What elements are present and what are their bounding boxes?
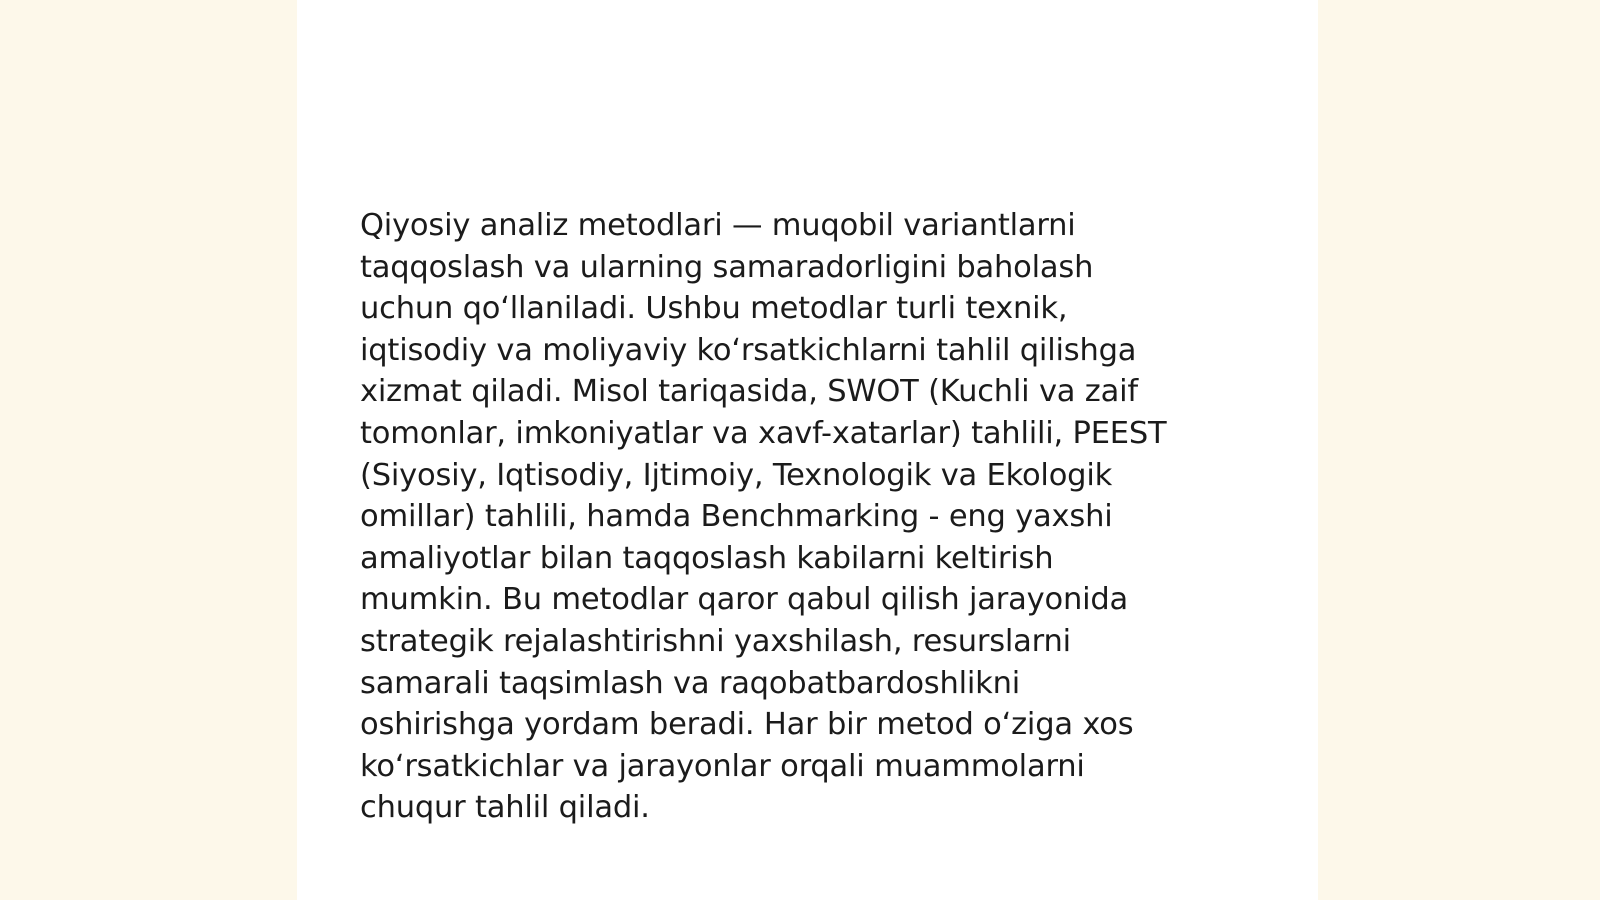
- paragraph-line: mumkin. Bu metodlar qaror qabul qilish jarayonida: [360, 582, 1128, 618]
- paragraph-line: taqqoslash va ularning samaradorligini baholash: [360, 249, 1094, 285]
- paragraph-line: amaliyotlar bilan taqqoslash kabilarni keltirish: [360, 540, 1054, 576]
- paragraph-line: iqtisodiy va moliyaviy ko‘rsatkichlarni tahlil qilishga: [360, 332, 1137, 368]
- paragraph-line: xizmat qiladi. Misol tariqasida, SWOT (Kuchli va zaif: [360, 374, 1138, 410]
- paragraph-line: omillar) tahlili, hamda Benchmarking - eng yaxshi: [360, 499, 1113, 535]
- paragraph-line: tomonlar, imkoniyatlar va xavf-xatarlar) tahlili, PEEST: [360, 415, 1167, 451]
- paragraph-line: (Siyosiy, Iqtisodiy, Ijtimoiy, Texnologik va Ekologik: [360, 457, 1113, 493]
- paragraph-line: chuqur tahlil qiladi.: [360, 790, 650, 826]
- body-paragraph: [360, 205, 1240, 829]
- paragraph-line: samarali taqsimlash va raqobatbardoshlikni: [360, 665, 1021, 701]
- document-page: [297, 0, 1318, 900]
- paragraph-line: strategik rejalashtirishni yaxshilash, resurslarni: [360, 623, 1071, 659]
- paragraph-line: Qiyosiy analiz metodlari — muqobil variantlarni: [360, 208, 1076, 243]
- paragraph-line: uchun qo‘llaniladi. Ushbu metodlar turli texnik,: [360, 291, 1068, 327]
- paragraph-line: oshirishga yordam beradi. Har bir metod o‘ziga xos: [360, 707, 1134, 743]
- paragraph-line: ko‘rsatkichlar va jarayonlar orqali muammolarni: [360, 748, 1085, 784]
